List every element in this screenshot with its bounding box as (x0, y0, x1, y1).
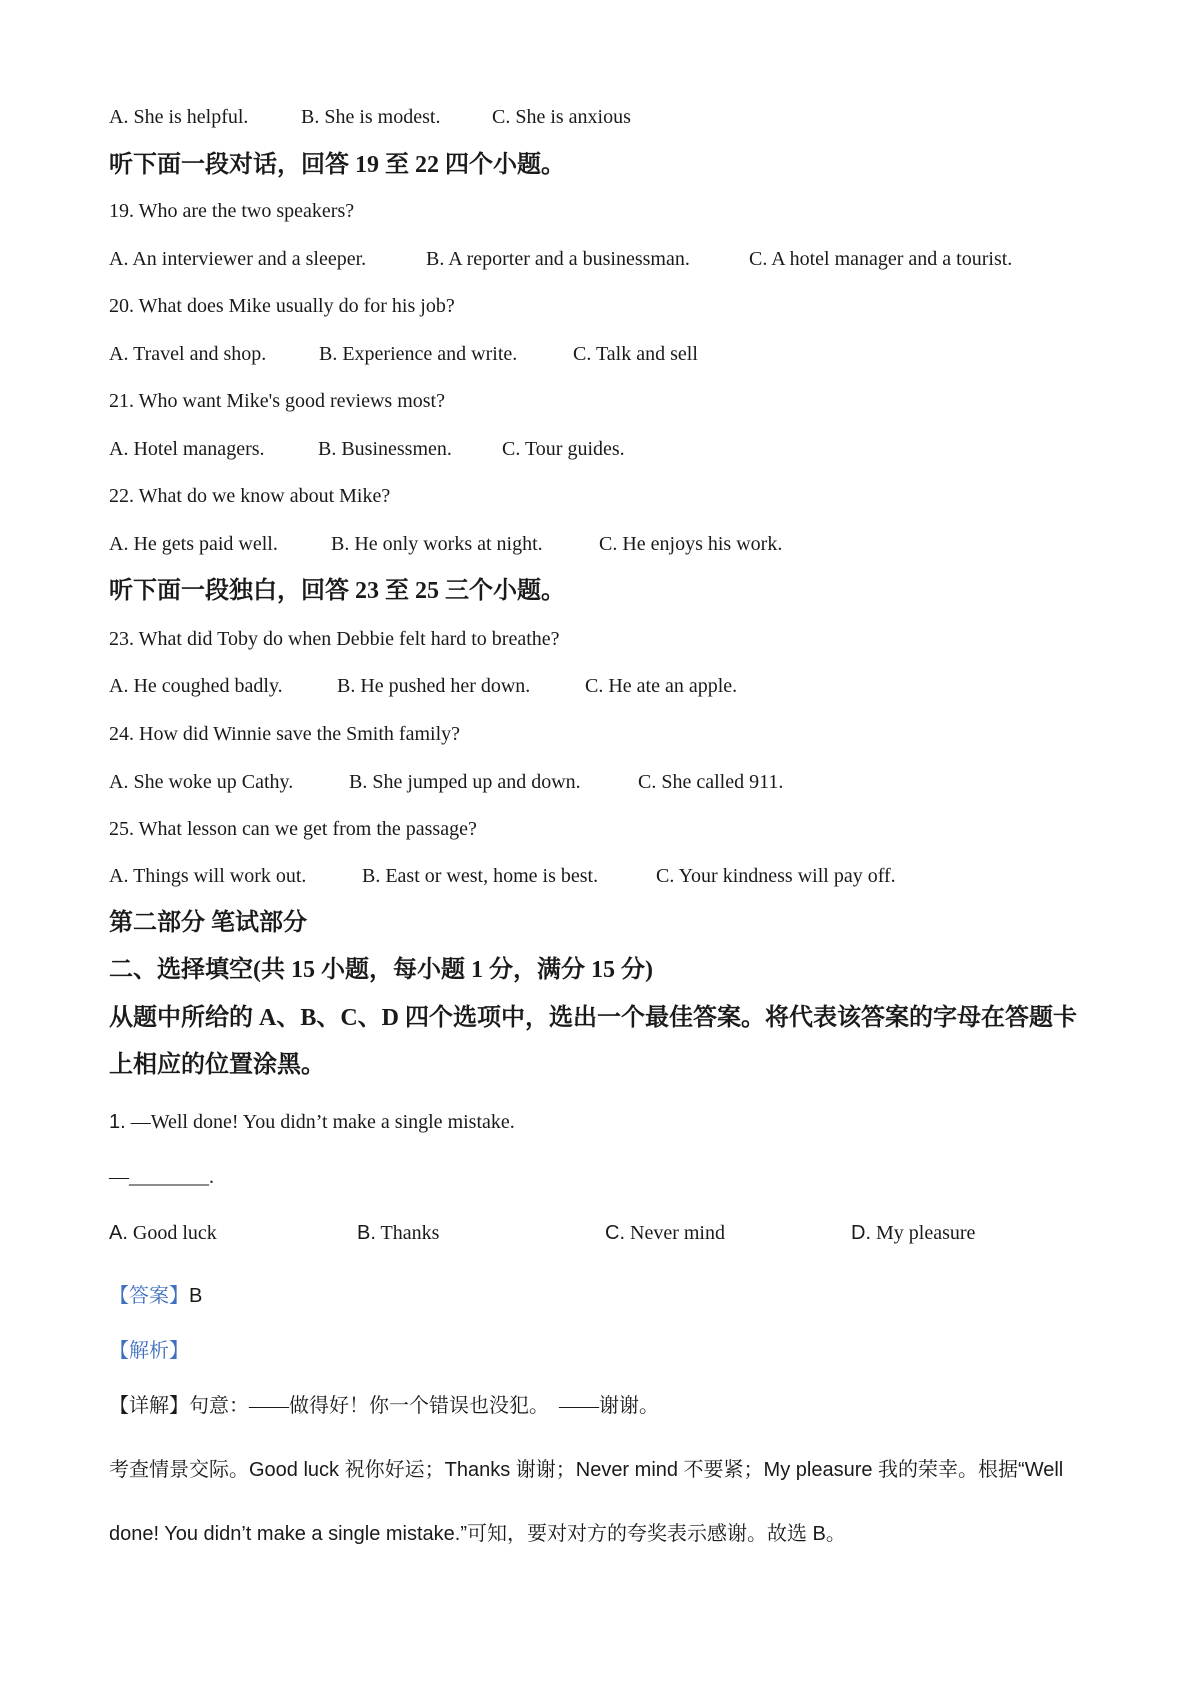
detail (109, 1392, 659, 1420)
analysis-label: 【解析】 (109, 1340, 189, 1362)
instructions-line-1 (0, 1004, 1200, 1032)
option-b: B. She jumped up and down. (349, 771, 581, 793)
question-prompt: —Well done! You didn’t make a single mistake. (125, 1111, 515, 1133)
question-21 (0, 387, 1200, 415)
question-23 (0, 625, 1200, 653)
question-1-text (109, 1108, 515, 1136)
explanation-line-1 (0, 1456, 1200, 1484)
option-c: C. A hotel manager and a tourist. (749, 248, 1013, 270)
question-25-options (0, 862, 1200, 890)
question-22 (0, 482, 1200, 510)
analysis-line (0, 1337, 1200, 1365)
question-20 (0, 292, 1200, 320)
option-a: A. She is helpful. (109, 106, 249, 128)
option-a: A. An interviewer and a sleeper. (109, 248, 367, 270)
question-24 (0, 720, 1200, 748)
dialogue-heading (0, 151, 1200, 179)
option-c (605, 1219, 725, 1247)
question-21-options (0, 435, 1200, 463)
question-23-options (0, 672, 1200, 700)
part-title (0, 909, 1200, 937)
instructions-text: 从题中所给的 A、B、C、D 四个选项中，选出一个最佳答案。将代表该答案的字母在答题卡 (109, 1005, 1078, 1031)
monologue-heading-text: 听下面一段独白，回答 23 至 25 三个小题。 (109, 578, 565, 604)
option-a: A. Things will work out. (109, 865, 307, 887)
dialogue-heading-text: 听下面一段对话，回答 19 至 22 四个小题。 (109, 152, 565, 178)
question-1-response (0, 1163, 1200, 1191)
option-d (851, 1219, 975, 1247)
section-title-text: 二、选择填空(共 15 小题，每小题 1 分，满分 15 分) (109, 957, 653, 983)
answer-line (0, 1282, 1200, 1310)
option-b: B. A reporter and a businessman. (426, 248, 690, 270)
option-b: B. Businessmen. (318, 438, 452, 460)
option-letter: A. (109, 1222, 128, 1244)
explanation-text: 考查情景交际。Good luck 祝你好运；Thanks 谢谢；Never mind 不要紧；My pleasure 我的荣幸。根据“Well (109, 1459, 1064, 1481)
option-b (357, 1219, 439, 1247)
option-b: B. He pushed her down. (337, 675, 531, 697)
question-22-options (0, 530, 1200, 558)
explanation-line-2 (0, 1520, 1200, 1548)
option-text: My pleasure (871, 1222, 976, 1244)
option-b: B. East or west, home is best. (362, 865, 599, 887)
part-title-text: 第二部分 笔试部分 (109, 910, 307, 936)
option-text: Never mind (625, 1222, 725, 1244)
option-letter: B. (357, 1222, 376, 1244)
question-text: 24. How did Winnie save the Smith family? (109, 723, 460, 745)
option-b: B. She is modest. (301, 106, 441, 128)
question-text: 22. What do we know about Mike? (109, 485, 391, 507)
option-text: Good luck (127, 1222, 217, 1244)
q18-options (0, 103, 1200, 131)
answer (109, 1282, 202, 1310)
answer-value: B (189, 1285, 203, 1307)
option-a: A. She woke up Cathy. (109, 771, 294, 793)
option-c: C. He enjoys his work. (599, 533, 783, 555)
instructions-line-2 (0, 1051, 1200, 1079)
section-title (0, 956, 1200, 984)
detail-line (0, 1392, 1200, 1420)
option-text: Thanks (375, 1222, 440, 1244)
option-c: C. Talk and sell (573, 343, 698, 365)
explanation-text: done! You didn’t make a single mistake.”可知，要对对方的夸奖表示感谢。故选 B。 (109, 1523, 846, 1545)
response-blank: —________. (109, 1166, 214, 1188)
option-a: A. He coughed badly. (109, 675, 283, 697)
question-text: 20. What does Mike usually do for his job? (109, 295, 455, 317)
question-19 (0, 197, 1200, 225)
detail-label: 【详解】 (109, 1395, 189, 1417)
option-letter: C. (605, 1222, 625, 1244)
option-b: B. Experience and write. (319, 343, 518, 365)
option-c: C. Tour guides. (502, 438, 625, 460)
option-c: C. She is anxious (492, 106, 631, 128)
monologue-heading (0, 577, 1200, 605)
question-1-options (0, 1219, 1200, 1247)
question-19-options (0, 245, 1200, 273)
option-a: A. Travel and shop. (109, 343, 267, 365)
question-1 (0, 1108, 1200, 1136)
option-c: C. She called 911. (638, 771, 784, 793)
question-24-options (0, 768, 1200, 796)
question-text: 23. What did Toby do when Debbie felt hard to breathe? (109, 628, 560, 650)
question-text: 25. What lesson can we get from the passage? (109, 818, 477, 840)
option-a (109, 1219, 217, 1247)
option-a: A. He gets paid well. (109, 533, 278, 555)
option-c: C. He ate an apple. (585, 675, 738, 697)
option-letter: D. (851, 1222, 871, 1244)
option-a: A. Hotel managers. (109, 438, 265, 460)
question-number: 1. (109, 1111, 126, 1133)
answer-label: 【答案】 (109, 1285, 189, 1307)
option-b: B. He only works at night. (331, 533, 543, 555)
question-text: 19. Who are the two speakers? (109, 200, 355, 222)
question-25 (0, 815, 1200, 843)
detail-text: 句意：——做得好！你一个错误也没犯。 ——谢谢。 (189, 1395, 659, 1417)
question-text: 21. Who want Mike's good reviews most? (109, 390, 445, 412)
instructions-text: 上相应的位置涂黑。 (109, 1052, 325, 1078)
option-c: C. Your kindness will pay off. (656, 865, 896, 887)
question-20-options (0, 340, 1200, 368)
